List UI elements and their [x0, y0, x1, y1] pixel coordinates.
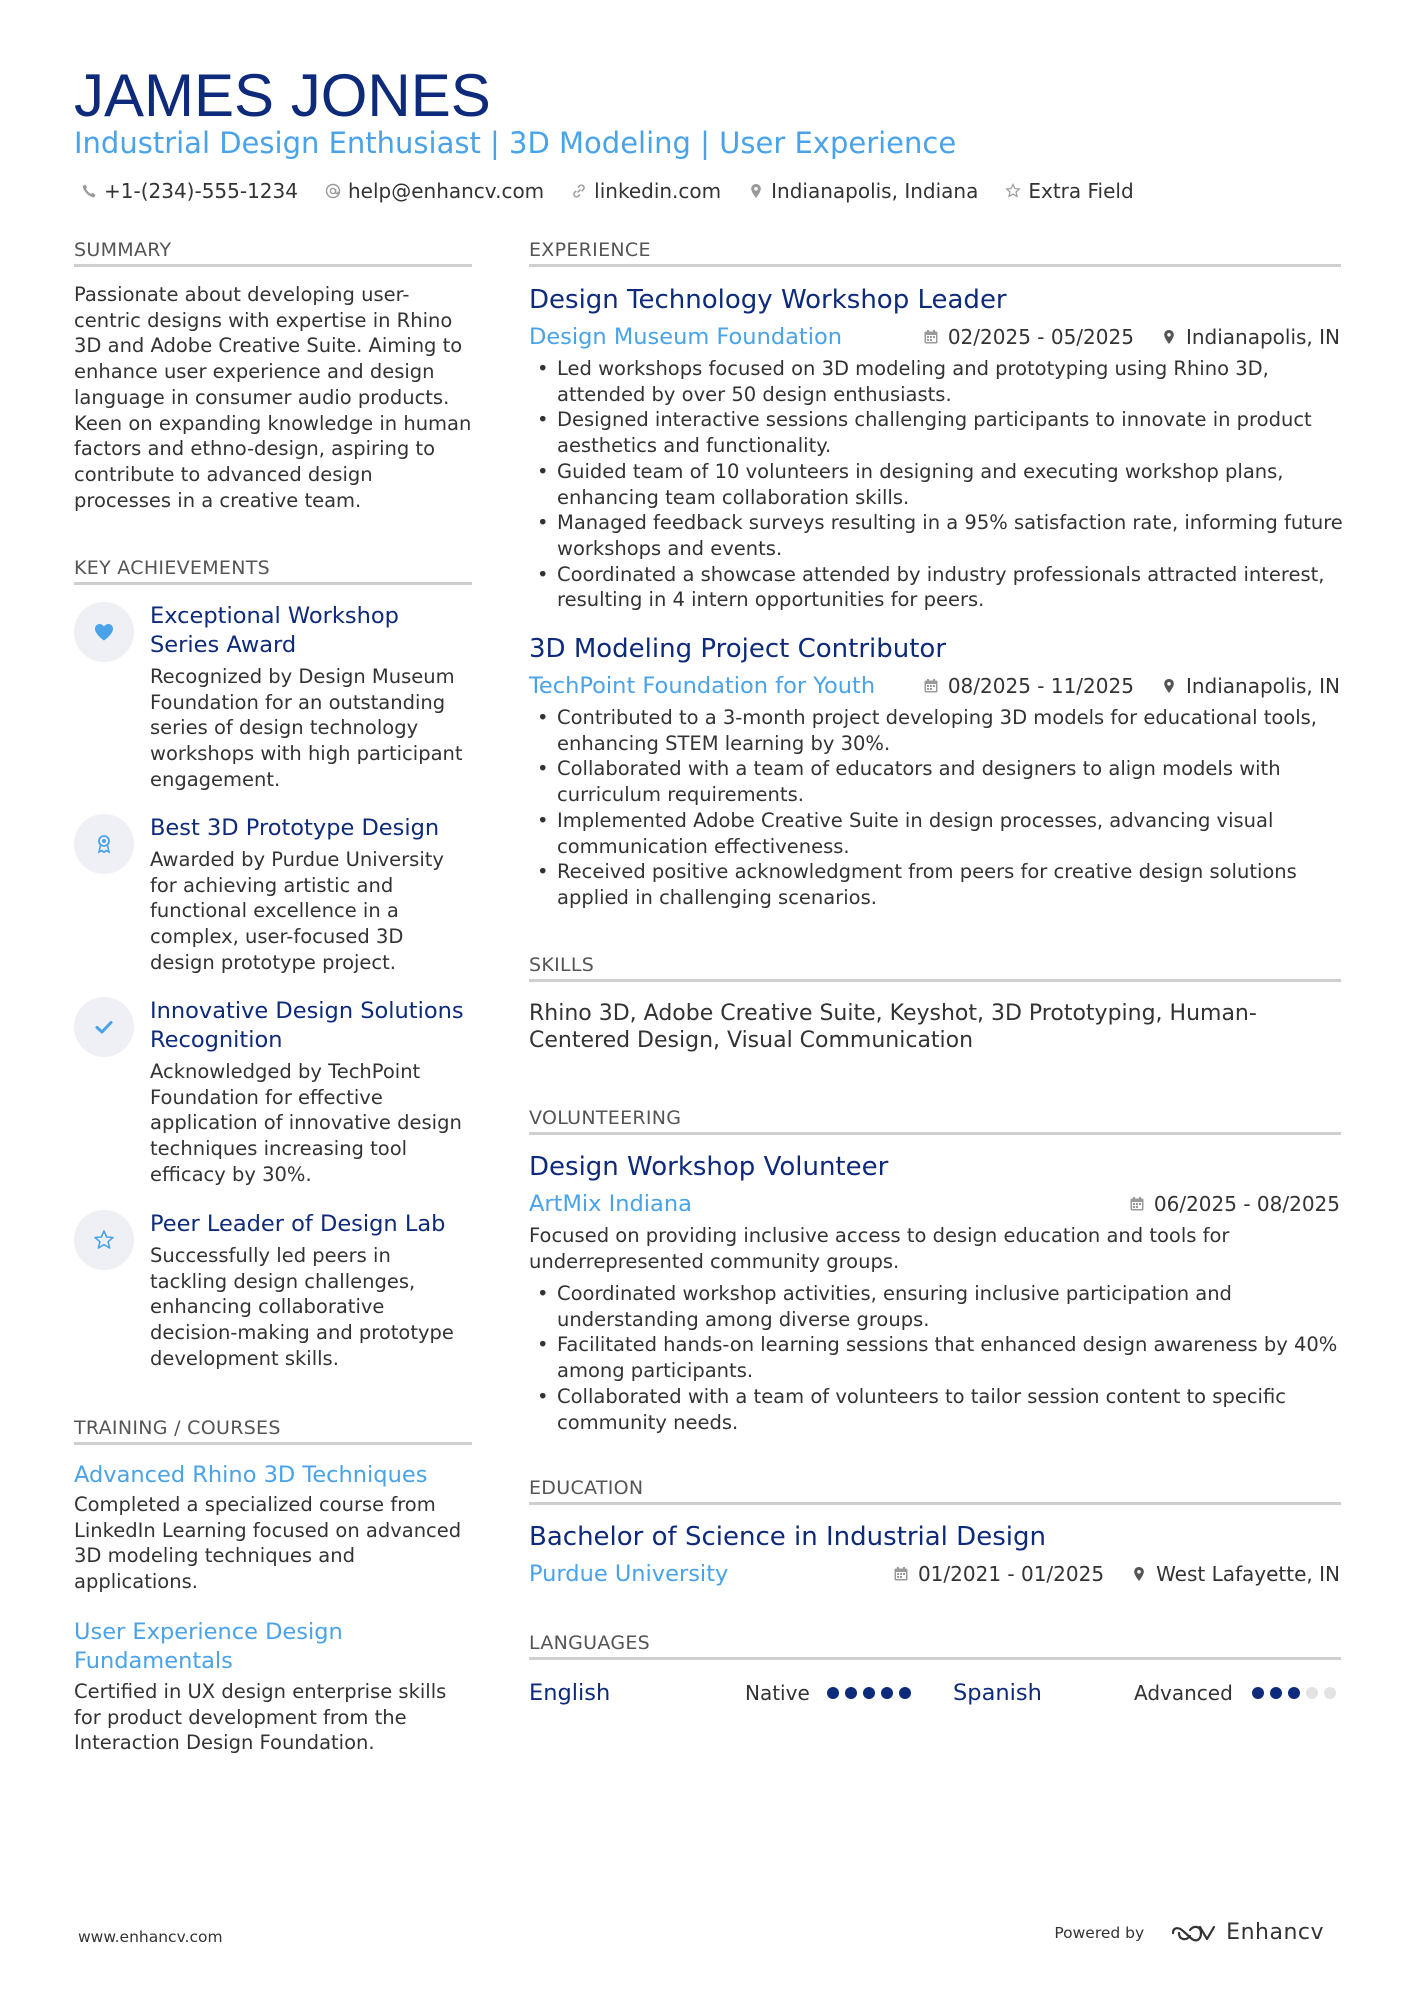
skills-list: Rhino 3D, Adobe Creative Suite, Keyshot, 3D Prototyping, Human-Centered Design, Visual Communication: [529, 1001, 1257, 1053]
experience-divider: [529, 264, 1341, 267]
link-icon: [570, 182, 588, 200]
achievement-description: Recognized by Design Museum Foundation for an outstanding series of design technology workshops with high participant engagement.: [150, 665, 463, 791]
skills-divider: [529, 979, 1341, 982]
rating-dot-filled: [899, 1687, 911, 1699]
checkmark-icon: [74, 997, 134, 1057]
contact-linkedin-text: linkedin.com: [594, 179, 722, 203]
training-heading: TRAINING / COURSES: [74, 1417, 281, 1439]
volunteer-summary: Focused on providing inclusive access to design education and tools for underrepresented community groups.: [529, 1224, 1230, 1273]
rating-dot-filled: [863, 1687, 875, 1699]
contact-location-text: Indianapolis, Indiana: [771, 179, 979, 203]
job-bullet: • Implemented Adobe Creative Suite in design processes, advancing visual communication effectiveness.: [529, 808, 1344, 859]
contact-bar: [80, 176, 1160, 206]
rating-dot-filled: [827, 1687, 839, 1699]
education-location-text: West Lafayette, IN: [1156, 1562, 1340, 1586]
calendar-icon: [1128, 1195, 1146, 1213]
summary-heading: SUMMARY: [74, 239, 172, 261]
star-outline-icon: [74, 1210, 134, 1270]
job-title: Design Technology Workshop Leader: [529, 285, 1007, 315]
achievements-divider: [74, 582, 472, 585]
summary-divider: [74, 264, 472, 267]
education-location: [1130, 1559, 1340, 1589]
achievements-heading: KEY ACHIEVEMENTS: [74, 557, 271, 579]
volunteer-meta: [1128, 1189, 1340, 1219]
volunteer-bullet: • Coordinated workshop activities, ensuring inclusive participation and understanding among diverse groups.: [529, 1281, 1344, 1332]
experience-heading: EXPERIENCE: [529, 239, 651, 261]
degree-title: Bachelor of Science in Industrial Design: [529, 1522, 1046, 1552]
contact-phone[interactable]: [80, 179, 298, 203]
powered-by-text: Powered by: [1054, 1923, 1145, 1942]
rating-dot-empty: [1324, 1687, 1336, 1699]
education-dates-text: 01/2021 - 01/2025: [917, 1562, 1105, 1586]
languages-heading: LANGUAGES: [529, 1632, 651, 1654]
rating-dot-filled: [1288, 1687, 1300, 1699]
phone-icon: [80, 182, 98, 200]
course-title: User Experience Design Fundamentals: [74, 1619, 343, 1674]
job-bullet: • Received positive acknowledgment from peers for creative design solutions applied in challenging scenarios.: [529, 859, 1344, 910]
volunteering-divider: [529, 1132, 1341, 1135]
job-location-text: Indianapolis, IN: [1185, 325, 1340, 349]
achievement-title: Best 3D Prototype Design: [150, 815, 440, 841]
job-bullets: [529, 705, 1344, 911]
job-meta: [922, 322, 1340, 352]
job-bullet: • Designed interactive sessions challenging participants to innovate in product aesthetics and functionality.: [529, 407, 1344, 458]
contact-linkedin[interactable]: [570, 179, 721, 203]
location-pin-icon: [1160, 328, 1178, 346]
course-title: Advanced Rhino 3D Techniques: [74, 1462, 428, 1488]
job-bullets: [529, 356, 1344, 613]
at-icon: [324, 182, 342, 200]
job-location-text: Indianapolis, IN: [1185, 674, 1340, 698]
contact-extra-text: Extra Field: [1028, 179, 1134, 203]
job-organization: Design Museum Foundation: [529, 324, 843, 350]
achievement-title: Peer Leader of Design Lab: [150, 1211, 446, 1237]
contact-email[interactable]: [324, 179, 544, 203]
job-dates-text: 08/2025 - 11/2025: [947, 674, 1134, 698]
job-location: [1160, 671, 1340, 701]
volunteering-heading: VOLUNTEERING: [529, 1107, 682, 1129]
candidate-name: JAMES JONES: [74, 62, 491, 129]
calendar-icon: [922, 677, 940, 695]
achievement-description: Awarded by Purdue University for achieving artistic and functional excellence in a complex, user-focused 3D design prototype project.: [150, 848, 444, 974]
volunteer-organization: ArtMix Indiana: [529, 1191, 692, 1217]
job-location: [1160, 322, 1340, 352]
achievement-title: Innovative Design Solutions Recognition: [150, 998, 464, 1053]
education-meta: [892, 1559, 1340, 1589]
calendar-icon: [892, 1565, 910, 1583]
job-bullet: • Collaborated with a team of educators and designers to align models with curriculum requirements.: [529, 756, 1344, 807]
course-description: Completed a specialized course from LinkedIn Learning focused on advanced 3D modeling techniques and applications.: [74, 1493, 462, 1594]
volunteer-dates-text: 06/2025 - 08/2025: [1153, 1192, 1340, 1216]
volunteer-bullet: • Collaborated with a team of volunteers to tailor session content to specific community needs.: [529, 1384, 1344, 1435]
infinity-logo-icon: [1170, 1921, 1216, 1945]
contact-phone-text: +1-(234)-555-1234: [104, 179, 298, 203]
volunteer-role: Design Workshop Volunteer: [529, 1152, 889, 1182]
job-bullet: • Led workshops focused on 3D modeling and prototyping using Rhino 3D, attended by over 50 design enthusiasts.: [529, 356, 1344, 407]
rating-dot-filled: [881, 1687, 893, 1699]
candidate-headline: Industrial Design Enthusiast | 3D Modeling | User Experience: [74, 126, 957, 160]
rating-dot-filled: [1270, 1687, 1282, 1699]
job-bullet: • Coordinated a showcase attended by industry professionals attracted interest, resulting in 4 intern opportunities for peers.: [529, 562, 1344, 613]
job-bullet: • Guided team of 10 volunteers in designing and executing workshop plans, enhancing team collaboration skills.: [529, 459, 1344, 510]
rating-dot-filled: [1252, 1687, 1264, 1699]
contact-extra: [1004, 179, 1133, 203]
language-level: Native: [745, 1681, 810, 1705]
rating-dot-empty: [1306, 1687, 1318, 1699]
calendar-icon: [922, 328, 940, 346]
footer-website[interactable]: www.enhancv.com: [78, 1928, 223, 1946]
contact-email-text: help@enhancv.com: [347, 179, 545, 203]
contact-location: [747, 179, 978, 203]
education-divider: [529, 1502, 1341, 1505]
job-organization: TechPoint Foundation for Youth: [529, 673, 876, 699]
location-pin-icon: [747, 182, 765, 200]
language-rating: [1252, 1678, 1342, 1708]
footer-branding: [1054, 1920, 1324, 1945]
heart-icon: [74, 602, 134, 662]
star-icon: [1004, 182, 1022, 200]
achievement-description: Acknowledged by TechPoint Foundation for effective application of innovative design techniques increasing tool efficacy by 30%.: [150, 1060, 462, 1186]
rating-dot-filled: [845, 1687, 857, 1699]
course-description: Certified in UX design enterprise skills for product development from the Interaction Design Foundation.: [74, 1680, 447, 1755]
volunteer-bullets: [529, 1281, 1344, 1435]
job-dates-text: 02/2025 - 05/2025: [947, 325, 1134, 349]
achievement-title: Exceptional Workshop Series Award: [150, 603, 399, 658]
language-level: Advanced: [1134, 1681, 1233, 1705]
achievement-description: Successfully led peers in tackling design challenges, enhancing collaborative decision-making and prototype development skills.: [150, 1244, 454, 1370]
volunteer-dates: [1128, 1189, 1340, 1219]
language-rating: [827, 1678, 917, 1708]
job-bullet: • Contributed to a 3-month project developing 3D models for educational tools, enhancing STEM learning by 30%.: [529, 705, 1344, 756]
enhancv-logo[interactable]: [1170, 1920, 1324, 1945]
education-dates: [892, 1559, 1104, 1589]
location-pin-icon: [1160, 677, 1178, 695]
school-name: Purdue University: [529, 1561, 729, 1587]
brand-name: Enhancv: [1226, 1920, 1324, 1945]
summary-text: Passionate about developing user-centric designs with expertise in Rhino 3D and Adobe Creative Suite. Aiming to enhance user experience and design language in consumer audio products. Keen on expanding knowledge in human factors and ethno-design, aspiring to contribute to advanced design processes in a creative team.: [74, 283, 472, 512]
volunteer-bullet: • Facilitated hands-on learning sessions that enhanced design awareness by 40% among participants.: [529, 1332, 1344, 1383]
training-divider: [74, 1442, 472, 1445]
job-dates: [922, 322, 1134, 352]
language-name: English: [529, 1680, 611, 1706]
job-meta: [922, 671, 1340, 701]
job-title: 3D Modeling Project Contributor: [529, 634, 947, 664]
skills-heading: SKILLS: [529, 954, 595, 976]
job-dates: [922, 671, 1134, 701]
job-bullet: • Managed feedback surveys resulting in a 95% satisfaction rate, informing future workshops and events.: [529, 510, 1344, 561]
language-name: Spanish: [953, 1680, 1042, 1706]
location-pin-icon: [1130, 1565, 1148, 1583]
award-ribbon-icon: [74, 814, 134, 874]
languages-divider: [529, 1657, 1341, 1660]
education-heading: EDUCATION: [529, 1477, 644, 1499]
